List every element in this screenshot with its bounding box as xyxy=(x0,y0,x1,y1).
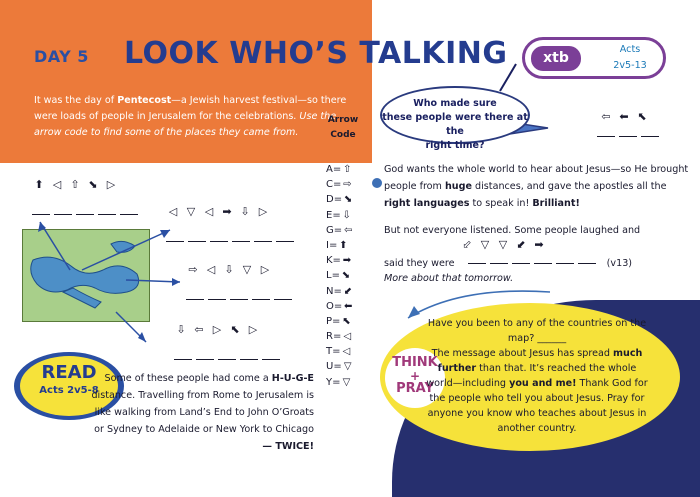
puzzle-3-blanks[interactable] xyxy=(186,289,296,308)
letter-blank[interactable] xyxy=(196,359,214,360)
arrow-glyph: ⇩ xyxy=(224,263,234,276)
letter-blank[interactable] xyxy=(218,359,236,360)
arrow-glyph: ▽ xyxy=(186,205,196,218)
arrow-glyph: ⬊ xyxy=(88,178,98,191)
day-label: DAY 5 xyxy=(34,47,89,66)
arrow-glyph: ▷ xyxy=(258,205,268,218)
puzzle-1-clue xyxy=(30,178,120,191)
think-pray-badge: THINK + PRAY xyxy=(385,348,445,408)
arrow-code-item: A= ⇧ xyxy=(326,164,352,175)
answer-arrow-clue xyxy=(597,110,663,142)
bible-reference: Acts 2v5-13 xyxy=(613,44,647,71)
letter-blank[interactable] xyxy=(597,136,615,137)
arrow-glyph: ⬉ xyxy=(637,110,647,123)
letter-blank[interactable] xyxy=(232,241,250,242)
arrow-code-item: G= ⇦ xyxy=(326,224,353,236)
think-pray-text: Have you been to any of the countries on the map? ______ The message about Jesus has spread much further than that. It’s reached the whole world—including you and me! Thank God for the people who tell you about Jesus. Pray for anyone you know who teaches about Jesus in another country. xyxy=(426,318,648,434)
arrow-glyph: ▷ xyxy=(212,323,222,336)
letter-blank[interactable] xyxy=(641,136,659,137)
arrow-glyph: ▷ xyxy=(248,323,258,336)
intro-text: It was the day of Pentecost—a Jewish harvest festival—so there were loads of people in Jerusalem for the celebrations. Use the arrow code to find some of the places they came from. xyxy=(34,95,347,138)
arrow-code-item: C= ⇨ xyxy=(326,179,352,191)
arrow-glyph: ⇩ xyxy=(240,205,250,218)
letter-blank[interactable] xyxy=(254,241,272,242)
arrow-glyph: ⇨ xyxy=(188,263,198,276)
letter-blank[interactable] xyxy=(262,359,280,360)
arrow-code-item: I= ⬆ xyxy=(326,239,348,251)
arrow-glyph: ▷ xyxy=(260,263,270,276)
letter-blank[interactable] xyxy=(468,263,486,264)
map-pointer-arrows xyxy=(20,200,190,350)
right-paragraph-2: But not everyone listened. Some people laughed and xyxy=(384,225,641,236)
question-bubble: Who made sure these people were there at the right time? xyxy=(380,86,530,144)
arrow-code-heading: Arrow Code xyxy=(327,115,359,140)
arrow-glyph: ⇧ xyxy=(70,178,80,191)
arrow-glyph: ➡ xyxy=(222,205,232,218)
letter-blank[interactable] xyxy=(512,263,530,264)
arrow-glyph: ⬅ xyxy=(619,110,629,123)
arrow-glyph: ▷ xyxy=(106,178,116,191)
letter-blank[interactable] xyxy=(274,299,292,300)
arrow-glyph: ⇩ xyxy=(176,323,186,336)
arrow-glyph: ◁ xyxy=(206,263,216,276)
letter-blank[interactable] xyxy=(240,359,258,360)
arrow-code-item: E= ⇩ xyxy=(326,209,351,221)
arrow-code-item: D= ⬊ xyxy=(326,194,353,206)
arrow-code-item: O= ⬅ xyxy=(326,300,353,312)
letter-blank[interactable] xyxy=(619,136,637,137)
divider-dot xyxy=(372,178,382,188)
arrow-glyph: ⬆ xyxy=(34,178,44,191)
xtb-logo: xtb xyxy=(531,46,581,71)
letter-blank[interactable] xyxy=(174,359,192,360)
arrow-glyph: ➡ xyxy=(534,238,544,251)
arrow-code-item: U= ▽ xyxy=(326,361,352,373)
page-title: LOOK WHO’S TALKING xyxy=(124,36,508,71)
arrow-code-item: R= ◁ xyxy=(326,331,352,343)
said-line: said they were (v13) xyxy=(384,258,633,269)
arrow-code-item: Y= ▽ xyxy=(326,376,351,388)
arrow-code-item: T= ◁ xyxy=(326,346,351,358)
more-tomorrow: More about that tomorrow. xyxy=(384,273,514,284)
arrow-glyph: ▽ xyxy=(242,263,252,276)
arrow-glyph: ▽ xyxy=(480,238,490,251)
letter-blank[interactable] xyxy=(534,263,552,264)
arrow-glyph: ◁ xyxy=(168,205,178,218)
letter-blank[interactable] xyxy=(556,263,574,264)
arrow-glyph: ⬋ xyxy=(516,238,526,251)
puzzle-4-blanks[interactable] xyxy=(174,349,284,368)
arrow-glyph: ▽ xyxy=(498,238,508,251)
letter-blank[interactable] xyxy=(188,241,206,242)
arrow-glyph: ◁ xyxy=(204,205,214,218)
arrow-code-item: N= ⬋ xyxy=(326,285,353,297)
read-label: READ xyxy=(41,362,97,383)
arrow-glyph: ◁ xyxy=(52,178,62,191)
right-paragraph-1: God wants the whole world to hear about Jesus—so He brought people from huge distances, and gave the apostles all the right languages to speak in! Brilliant! xyxy=(384,164,689,209)
letter-blank[interactable] xyxy=(230,299,248,300)
letter-blank[interactable] xyxy=(578,263,596,264)
arrow-code-item: P= ⬉ xyxy=(326,315,351,327)
arrow-glyph: ⇦ xyxy=(601,110,611,123)
arrow-code-legend xyxy=(326,162,374,390)
arrow-glyph: ⬃ xyxy=(462,238,472,251)
letter-blank[interactable] xyxy=(490,263,508,264)
arrow-glyph: ⇦ xyxy=(194,323,204,336)
letter-blank[interactable] xyxy=(208,299,226,300)
letter-blank[interactable] xyxy=(252,299,270,300)
arrow-code-item: L= ⬊ xyxy=(326,270,351,282)
letter-blank[interactable] xyxy=(210,241,228,242)
arrow-code-item: K= ➡ xyxy=(326,255,352,267)
distance-text: Some of these people had come a H-U-G-E distance. Travelling from Rome to Jerusalem is like walking from Land’s End to John O’Groats or Sydney to Adelaide or New York to Chicago — TWICE! xyxy=(91,373,314,452)
arrow-glyph: ⬉ xyxy=(230,323,240,336)
letter-blank[interactable] xyxy=(276,241,294,242)
puzzle-3-clue xyxy=(184,263,274,276)
said-clue-glyphs xyxy=(458,238,548,251)
read-reference: Acts 2v5-8 xyxy=(39,385,99,396)
